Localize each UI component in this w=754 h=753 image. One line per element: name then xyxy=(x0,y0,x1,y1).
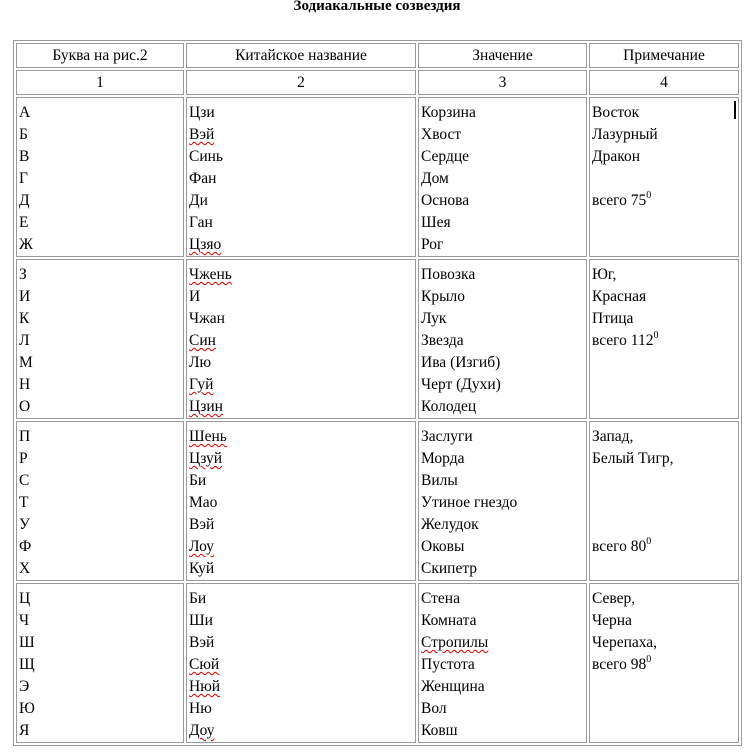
meaning-cell xyxy=(418,583,587,743)
meaning-text: Заслуги xyxy=(421,428,473,445)
chinese-name xyxy=(189,352,413,374)
meaning xyxy=(421,514,584,536)
chinese-name-text: Нюй xyxy=(189,678,221,695)
note xyxy=(592,588,736,610)
chinese-name-text: Куй xyxy=(189,560,215,577)
chinese-name-text: Ди xyxy=(189,192,208,209)
note-text: всего 98 xyxy=(592,656,647,673)
meaning xyxy=(421,588,584,610)
meaning xyxy=(421,264,584,286)
letter-cell xyxy=(16,97,184,257)
chinese-name-text: Ши xyxy=(189,612,213,629)
text-cursor xyxy=(734,101,736,119)
chinese-name xyxy=(189,492,413,514)
chinese-name-text: Вэй xyxy=(189,634,215,651)
meaning-cell xyxy=(418,421,587,581)
note xyxy=(592,168,736,190)
constellation-groups xyxy=(16,97,739,743)
chinese-name-text: Син xyxy=(189,332,216,349)
chinese-name xyxy=(189,146,413,168)
letter-text: С xyxy=(19,472,30,489)
letter-text: Ш xyxy=(19,634,35,651)
note xyxy=(592,654,736,676)
chinese-name-text: Би xyxy=(189,472,207,489)
chinese-name-text: Цзи xyxy=(189,104,215,121)
letter-text: Е xyxy=(19,214,29,231)
meaning xyxy=(421,654,584,676)
meaning-cell xyxy=(418,259,587,419)
meaning-text: Комната xyxy=(421,612,477,629)
note-text: Юг, xyxy=(592,266,617,283)
letter-text: О xyxy=(19,398,31,415)
chinese-name xyxy=(189,610,413,632)
meaning xyxy=(421,698,584,720)
letter-cell xyxy=(16,259,184,419)
meaning-text: Крыло xyxy=(421,288,465,305)
letter xyxy=(19,588,181,610)
note-text: Белый Тигр, xyxy=(592,450,674,467)
note-text: всего 80 xyxy=(592,538,647,555)
note-text: Восток xyxy=(592,104,640,121)
letter xyxy=(19,470,181,492)
note xyxy=(592,234,736,256)
meaning-text: Повозка xyxy=(421,266,476,283)
chinese-name xyxy=(189,124,413,146)
note xyxy=(592,124,736,146)
note xyxy=(592,264,736,286)
letter xyxy=(19,698,181,720)
meaning-cell xyxy=(418,97,587,257)
letter xyxy=(19,514,181,536)
chinese-name xyxy=(189,396,413,418)
chinese-name-cell xyxy=(186,259,416,419)
letter-text: Р xyxy=(19,450,28,467)
meaning-text: Основа xyxy=(421,192,470,209)
chinese-name xyxy=(189,330,413,352)
meaning xyxy=(421,374,584,396)
header-row xyxy=(16,43,739,68)
note-text: Черепаха, xyxy=(592,634,658,651)
chinese-name-text: Чжан xyxy=(189,310,225,327)
page-title: Зодиакальные созвездия xyxy=(293,0,461,14)
meaning xyxy=(421,426,584,448)
degree-superscript: 0 xyxy=(653,330,659,341)
letter-text: А xyxy=(19,104,31,121)
note xyxy=(592,330,736,352)
note xyxy=(592,610,736,632)
chinese-name xyxy=(189,234,413,256)
letter-text: Ж xyxy=(19,236,33,253)
letter-text: В xyxy=(19,148,30,165)
note xyxy=(592,492,736,514)
letter xyxy=(19,396,181,418)
letter-cell xyxy=(16,421,184,581)
header-letter: Буква на рис.2 xyxy=(16,43,184,68)
chinese-name-text: Цзяо xyxy=(189,236,222,253)
degree-superscript: 0 xyxy=(646,190,652,201)
meaning xyxy=(421,286,584,308)
letter xyxy=(19,676,181,698)
meaning-text: Черт (Духи) xyxy=(421,376,501,393)
chinese-name-text: Цзин xyxy=(189,398,223,415)
letter-text: П xyxy=(19,428,31,445)
letter xyxy=(19,448,181,470)
meaning xyxy=(421,610,584,632)
letter xyxy=(19,492,181,514)
chinese-name-text: Гуй xyxy=(189,376,214,393)
letter xyxy=(19,124,181,146)
meaning-text: Сердце xyxy=(421,148,470,165)
chinese-name-text: Фан xyxy=(189,170,217,187)
meaning-text: Ковш xyxy=(421,722,458,739)
meaning xyxy=(421,536,584,558)
meaning-text: Лук xyxy=(421,310,447,327)
meaning xyxy=(421,720,584,742)
letter-text: Ц xyxy=(19,590,31,607)
chinese-name xyxy=(189,374,413,396)
chinese-name-text: Доу xyxy=(189,722,215,739)
note xyxy=(592,212,736,234)
letter xyxy=(19,536,181,558)
header-meaning: Значение xyxy=(418,43,587,68)
chinese-name-text: Вэй xyxy=(189,516,215,533)
chinese-name xyxy=(189,514,413,536)
chinese-name xyxy=(189,264,413,286)
meaning xyxy=(421,330,584,352)
meaning xyxy=(421,632,584,654)
note-text: Дракон xyxy=(592,148,640,165)
note xyxy=(592,536,736,558)
column-number-row xyxy=(16,70,739,95)
meaning xyxy=(421,124,584,146)
meaning xyxy=(421,190,584,212)
letter-text: Ф xyxy=(19,538,32,555)
meaning-text: Звезда xyxy=(421,332,464,349)
meaning-text: Пустота xyxy=(421,656,475,673)
meaning-text: Хвост xyxy=(421,126,462,143)
chinese-name-text: Вэй xyxy=(189,126,215,143)
letter xyxy=(19,102,181,124)
note xyxy=(592,720,736,742)
meaning-text: Скипетр xyxy=(421,560,478,577)
chinese-name xyxy=(189,426,413,448)
group-row xyxy=(16,421,739,581)
note-text: всего 112 xyxy=(592,332,654,349)
meaning-text: Утиное гнездо xyxy=(421,494,518,511)
letter xyxy=(19,146,181,168)
letter xyxy=(19,286,181,308)
note xyxy=(592,676,736,698)
column-number-4: 4 xyxy=(589,70,739,95)
letter xyxy=(19,330,181,352)
letter-text: Щ xyxy=(19,656,35,673)
chinese-name-text: Сюй xyxy=(189,656,220,673)
note xyxy=(592,352,736,374)
column-number-1: 1 xyxy=(16,70,184,95)
chinese-name-text: И xyxy=(189,288,201,305)
letter-text: Э xyxy=(19,678,30,695)
header-note: Примечание xyxy=(589,43,739,68)
chinese-name xyxy=(189,168,413,190)
meaning xyxy=(421,212,584,234)
meaning xyxy=(421,492,584,514)
chinese-name-cell xyxy=(186,583,416,743)
note xyxy=(592,632,736,654)
chinese-name xyxy=(189,102,413,124)
meaning-text: Стропилы xyxy=(421,634,489,651)
chinese-name xyxy=(189,448,413,470)
chinese-name-text: Шень xyxy=(189,428,227,445)
note xyxy=(592,698,736,720)
letter xyxy=(19,720,181,742)
note-text: всего 75 xyxy=(592,192,647,209)
header-chinese-name: Китайское название xyxy=(186,43,416,68)
meaning-text: Дом xyxy=(421,170,449,187)
letter-text: Д xyxy=(19,192,30,209)
meaning xyxy=(421,676,584,698)
note-text: Запад, xyxy=(592,428,634,445)
note-cell xyxy=(589,421,739,581)
meaning xyxy=(421,558,584,580)
letter-text: Х xyxy=(19,560,31,577)
letter-text: Н xyxy=(19,376,31,393)
group-row xyxy=(16,583,739,743)
letter xyxy=(19,426,181,448)
letter xyxy=(19,234,181,256)
note xyxy=(592,426,736,448)
note-cell xyxy=(589,97,739,257)
letter xyxy=(19,264,181,286)
letter-text: У xyxy=(19,516,30,533)
chinese-name xyxy=(189,536,413,558)
meaning xyxy=(421,396,584,418)
meaning xyxy=(421,448,584,470)
meaning xyxy=(421,352,584,374)
letter-text: Т xyxy=(19,494,29,511)
meaning xyxy=(421,308,584,330)
meaning-text: Вол xyxy=(421,700,447,717)
chinese-name-cell xyxy=(186,421,416,581)
letter-text: И xyxy=(19,288,31,305)
note-cell xyxy=(589,259,739,419)
letter xyxy=(19,308,181,330)
meaning-text: Корзина xyxy=(421,104,476,121)
note-text: Птица xyxy=(592,310,634,327)
letter xyxy=(19,190,181,212)
column-number-2: 2 xyxy=(186,70,416,95)
chinese-name-text: Лю xyxy=(189,354,212,371)
group-row xyxy=(16,97,739,257)
letter-cell xyxy=(16,583,184,743)
chinese-name-text: Ган xyxy=(189,214,213,231)
chinese-name-cell xyxy=(186,97,416,257)
meaning xyxy=(421,470,584,492)
group-row xyxy=(16,259,739,419)
degree-superscript: 0 xyxy=(646,654,652,665)
letter-text: Б xyxy=(19,126,28,143)
note-text: Красная xyxy=(592,288,647,305)
letter xyxy=(19,610,181,632)
chinese-name xyxy=(189,308,413,330)
note-text: Лазурный xyxy=(592,126,658,143)
meaning-text: Морда xyxy=(421,450,465,467)
letter-text: Г xyxy=(19,170,28,187)
letter-text: З xyxy=(19,266,27,283)
letter xyxy=(19,632,181,654)
note xyxy=(592,374,736,396)
meaning-text: Желудок xyxy=(421,516,479,533)
chinese-name-text: Лоу xyxy=(189,538,215,555)
meaning-text: Колодец xyxy=(421,398,477,415)
meaning-text: Вилы xyxy=(421,472,458,489)
meaning xyxy=(421,168,584,190)
meaning-text: Оковы xyxy=(421,538,465,555)
chinese-name-text: Цзуй xyxy=(189,450,223,467)
note xyxy=(592,102,736,124)
letter-text: Ч xyxy=(19,612,30,629)
chinese-name-text: Ню xyxy=(189,700,212,717)
meaning-text: Стена xyxy=(421,590,460,607)
letter-text: Я xyxy=(19,722,30,739)
degree-superscript: 0 xyxy=(646,536,652,547)
chinese-name xyxy=(189,588,413,610)
note-text: Черна xyxy=(592,612,632,629)
chinese-name xyxy=(189,676,413,698)
chinese-name xyxy=(189,470,413,492)
note xyxy=(592,146,736,168)
meaning xyxy=(421,234,584,256)
meaning-text: Ива (Изгиб) xyxy=(421,354,501,371)
letter xyxy=(19,558,181,580)
note xyxy=(592,308,736,330)
chinese-name xyxy=(189,632,413,654)
chinese-name xyxy=(189,654,413,676)
note xyxy=(592,470,736,492)
chinese-name-text: Мао xyxy=(189,494,218,511)
note xyxy=(592,514,736,536)
column-number-3: 3 xyxy=(418,70,587,95)
note xyxy=(592,448,736,470)
letter-text: М xyxy=(19,354,33,371)
chinese-name xyxy=(189,212,413,234)
note xyxy=(592,190,736,212)
letter xyxy=(19,212,181,234)
chinese-name-text: Синь xyxy=(189,148,223,165)
letter xyxy=(19,168,181,190)
letter-text: К xyxy=(19,310,30,327)
letter xyxy=(19,352,181,374)
note xyxy=(592,286,736,308)
chinese-name xyxy=(189,286,413,308)
chinese-name xyxy=(189,190,413,212)
meaning xyxy=(421,102,584,124)
letter xyxy=(19,374,181,396)
chinese-name-text: Чжень xyxy=(189,266,232,283)
note-text: Север, xyxy=(592,590,636,607)
meaning-text: Шея xyxy=(421,214,451,231)
meaning-text: Рог xyxy=(421,236,444,253)
zodiac-table xyxy=(13,40,742,746)
note-cell xyxy=(589,583,739,743)
chinese-name xyxy=(189,698,413,720)
chinese-name xyxy=(189,720,413,742)
chinese-name xyxy=(189,558,413,580)
note xyxy=(592,396,736,418)
letter xyxy=(19,654,181,676)
meaning xyxy=(421,146,584,168)
note xyxy=(592,558,736,580)
meaning-text: Женщина xyxy=(421,678,485,695)
letter-text: Л xyxy=(19,332,30,349)
chinese-name-text: Би xyxy=(189,590,207,607)
letter-text: Ю xyxy=(19,700,35,717)
